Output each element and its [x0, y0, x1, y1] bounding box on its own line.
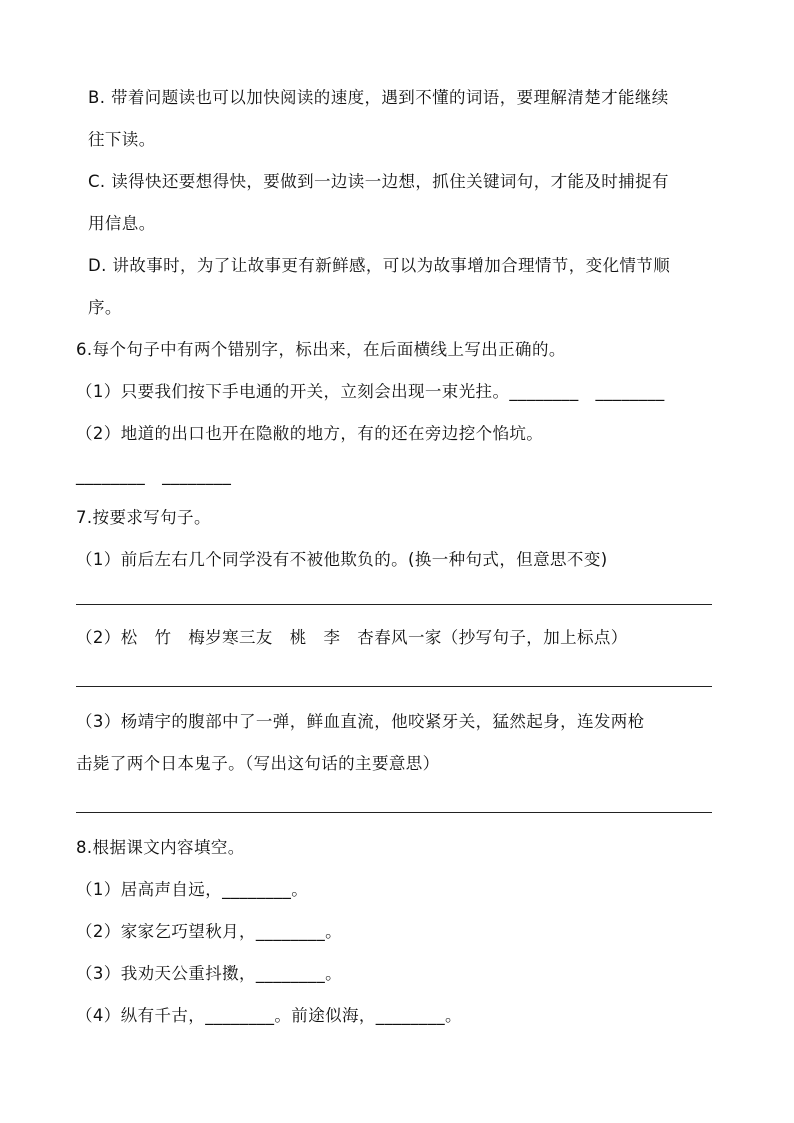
- q7-item-2: （2）松 竹 梅岁寒三友 桃 李 杏春风一家（抄写句子，加上标点）: [76, 628, 628, 647]
- q7-item-2-answer-line: [76, 686, 712, 687]
- q5-option-d-line2: 序。: [88, 298, 122, 317]
- q8-title: 8.根据课文内容填空。: [76, 838, 245, 857]
- q7-item-3-answer-line: [76, 812, 712, 813]
- q5-option-c-line2: 用信息。: [88, 214, 156, 233]
- q8-item-4: （4）纵有千古，________。前途似海，________。: [76, 1006, 462, 1025]
- q8-item-3: （3）我劝天公重抖擞，________。: [76, 964, 342, 983]
- q7-item-1-answer-line: [76, 604, 712, 605]
- q6-item-2: （2）地道的出口也开在隐敝的地方，有的还在旁边挖个惂坑。: [76, 424, 544, 443]
- q6-item-1: （1）只要我们按下手电通的开关，立刻会出现一束光拄。________ ________: [76, 382, 665, 401]
- q7-item-3-line1: （3）杨靖宇的腹部中了一弹，鲜血直流，他咬紧牙关，猛然起身，连发两枪: [76, 712, 645, 731]
- q5-option-b-line1: B. 带着问题读也可以加快阅读的速度，遇到不懂的词语，要理解清楚才能继续: [88, 88, 669, 107]
- q7-title: 7.按要求写句子。: [76, 508, 211, 527]
- q6-title: 6.每个句子中有两个错别字，标出来，在后面横线上写出正确的。: [76, 340, 566, 359]
- q6-item-2-blanks: ________ ________: [76, 466, 232, 485]
- q5-option-b-line2: 往下读。: [88, 130, 156, 149]
- q8-item-1: （1）居高声自远，________。: [76, 880, 309, 899]
- q5-option-d-line1: D. 讲故事时，为了让故事更有新鲜感，可以为故事增加合理情节，变化情节顺: [88, 256, 671, 275]
- q5-option-c-line1: C. 读得快还要想得快，要做到一边读一边想，抓住关键词句，才能及时捕捉有: [88, 172, 669, 191]
- q7-item-3-line2: 击毙了两个日本鬼子。（写出这句话的主要意思）: [76, 754, 440, 773]
- q8-item-2: （2）家家乞巧望秋月，________。: [76, 922, 342, 941]
- q7-item-1: （1）前后左右几个同学没有不被他欺负的。(换一种句式，但意思不变): [76, 550, 608, 569]
